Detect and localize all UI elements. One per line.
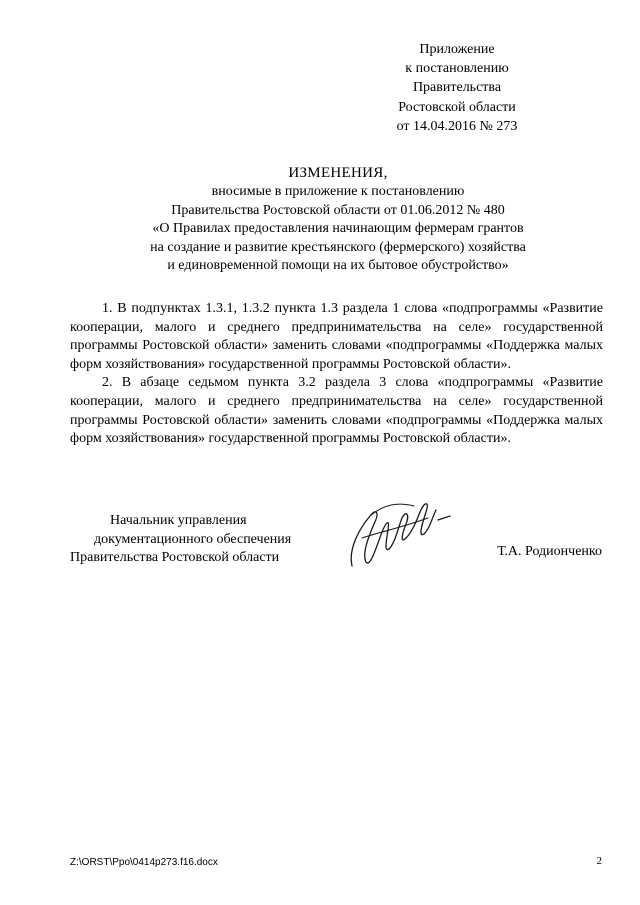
position-line: Начальник управления [110,513,247,528]
document-title [68,164,608,276]
title-heading: ИЗМЕНЕНИЯ, [288,165,388,181]
signatory-name: Т.А. Родионченко [497,544,602,559]
appendix-line: Правительства [412,80,502,96]
title-line: на создание и развитие крестьянского (фермерского) хозяйства [150,239,526,255]
title-line: «О Правилах предоставления начинающим фермерам грантов [152,221,524,236]
handwritten-signature [340,488,460,578]
title-line: вносимые в приложение к постановлению [211,184,465,199]
signatory-position [70,512,300,568]
file-path: Z:\ORST\Ppo\0414p273.f16.docx [70,857,218,868]
title-line: Правительства Ростовской области от 01.06.2012 № 480 [171,202,505,218]
appendix-line: Ростовской области [398,99,516,115]
appendix-line: от 14.04.2016 № 273 [396,118,518,134]
position-line: документационного обеспечения [94,531,292,547]
appendix-block [347,40,567,136]
page-number: 2 [596,855,602,867]
position-line: Правительства Ростовской области [70,550,280,566]
paragraph-1: 1. В подпунктах 1.3.1, 1.3.2 пункта 1.3 раздела 1 слова «подпрограммы «Развитие кооперации, малого и среднего предпринимательства на селе» государственной программы Ростовской области» заменить словами «подпрограммы «Поддержка малых форм хозяйствования» государственной программы Ростовской области». [70,301,603,372]
appendix-line: к постановлению [405,61,509,77]
appendix-line: Приложение [419,42,495,57]
paragraph-2: 2. В абзаце седьмом пункта 3.2 раздела 3 слова «подпрограммы «Развитие кооперации, малого и среднего предпринимательства на селе» государственной программы Ростовской области» заменить словами «подпрограммы «Поддержка малых форм хозяйствования» государственной программы Ростовской области». [70,375,603,447]
document-body [70,300,603,449]
title-line: и единовременной помощи на их бытовое обустройство» [167,258,509,273]
